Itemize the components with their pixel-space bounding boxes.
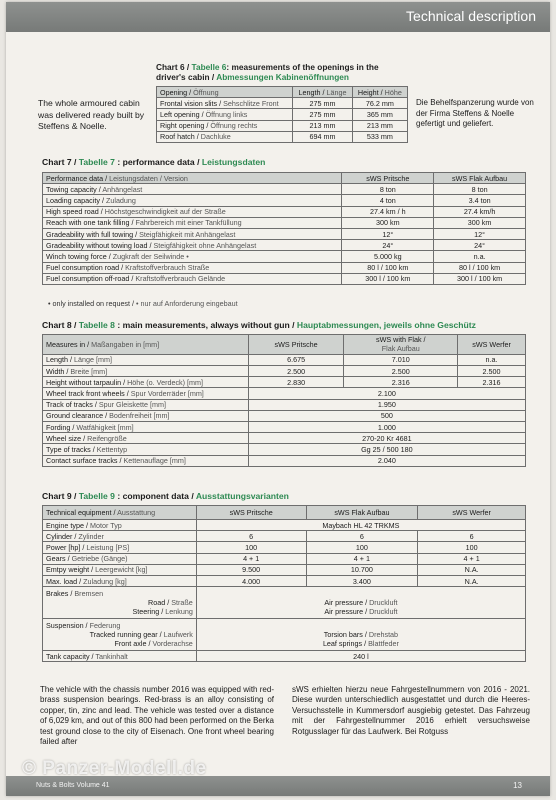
table-row <box>43 228 526 239</box>
row-label: Length / <box>46 355 72 365</box>
chart8-title-german-number: Tabelle 8 <box>78 320 115 330</box>
row-label: Wheel size / <box>46 433 86 443</box>
cell-all-versions: 1.000 <box>248 421 525 432</box>
chart8-title-number: Chart 8 / <box>42 320 77 330</box>
row-label-german: Zuladung [kg] <box>83 576 127 586</box>
row-label-german: Dachluke <box>200 132 231 142</box>
header-cell: Opening / <box>160 87 192 97</box>
cell-flak: 300 l / 100 km <box>434 273 526 284</box>
table-row <box>43 433 526 444</box>
row-label-german: Anhängelast <box>102 184 143 194</box>
cell-werfer: n.a. <box>458 354 526 365</box>
table-row <box>43 542 526 553</box>
cell-length: 275 mm <box>293 98 353 109</box>
table-row <box>43 399 526 410</box>
row-label: Power [hp] / <box>46 542 85 552</box>
sub-label: Tracked running gear / <box>89 629 162 639</box>
row-label-german: Länge [mm] <box>73 355 112 365</box>
cell-flak: n.a. <box>434 251 526 262</box>
row-label: Towing capacity / <box>46 184 101 194</box>
cell-value: Torsion bars / <box>323 629 367 639</box>
row-label-german: Spur Vorderräder [mm] <box>130 388 204 398</box>
header-cell-pritsche: sWS Pritsche <box>342 173 434 184</box>
chart7-title-number: Chart 7 / <box>42 157 77 167</box>
document-page <box>6 2 550 796</box>
cell-value-german: Druckluft <box>369 597 398 607</box>
row-label-german: Öffnung links <box>205 109 248 119</box>
row-label: Tank capacity / <box>46 651 94 661</box>
table-row <box>43 444 526 455</box>
header-cell-flak: sWS Flak Aufbau <box>306 506 418 520</box>
row-label-german: Reifengröße <box>87 433 127 443</box>
sub-label-german: Laufwerk <box>163 629 193 639</box>
row-label: Brakes / <box>46 588 73 598</box>
row-label: Fuel consumption off-road / <box>46 274 134 284</box>
row-label: Cylinder / <box>46 531 77 541</box>
cell-height: 213 mm <box>352 120 407 131</box>
cell-flak: 6 <box>306 531 418 542</box>
chart9-table <box>42 505 526 662</box>
chart7-title-english: : performance data / <box>117 157 200 167</box>
header-cell: Performance data / <box>46 173 108 183</box>
cell-height: 533 mm <box>352 131 407 142</box>
chart8-title <box>42 320 476 330</box>
header-band <box>6 2 550 32</box>
cell-flak: 10.700 <box>306 564 418 575</box>
intro-text-english: The whole armoured cabin was delivered ready built by Steffens & Noelle. <box>38 98 145 131</box>
sub-label: Road / <box>148 597 170 607</box>
row-label-german: Höhe (o. Verdeck) [mm] <box>127 377 204 387</box>
header-cell-german: Höhe <box>384 87 402 97</box>
cell-pritsche: 2.830 <box>248 377 344 388</box>
cell-werfer: N.A. <box>418 575 526 586</box>
footnote-english: • only installed on request / <box>48 299 135 308</box>
row-label: Width / <box>46 366 69 376</box>
cell-value-german: Druckluft <box>369 607 398 617</box>
cell-flak: 7.010 <box>344 354 458 365</box>
row-label: Frontal vision slits / <box>160 98 222 108</box>
cell-flak: 12° <box>434 228 526 239</box>
chart9-title <box>42 491 289 501</box>
chart7-footnote <box>48 299 238 308</box>
header-cell: Technical equipment / <box>46 508 116 517</box>
cell-pritsche: 9.500 <box>196 564 306 575</box>
chart7-title-german-number: Tabelle 7 <box>78 157 115 167</box>
cell-length: 275 mm <box>293 109 353 120</box>
row-label: Emtpy weight / <box>46 565 94 575</box>
cell-length: 694 mm <box>293 131 353 142</box>
cell-all-versions: Gg 25 / 500 180 <box>248 444 525 455</box>
chart7-title-german: Leistungsdaten <box>201 157 266 167</box>
row-label-german: Federung <box>89 620 121 630</box>
sub-label-german: Straße <box>171 597 193 607</box>
cell-flak: 3.400 <box>306 575 418 586</box>
row-label-german: Öffnung rechts <box>210 121 258 131</box>
header-cell-german: Länge <box>326 87 347 97</box>
header-cell: Measures in / <box>46 339 90 349</box>
table-row <box>43 651 526 662</box>
chart6-table <box>156 86 408 143</box>
row-label-german: Spur Gleiskette [mm] <box>98 400 166 410</box>
table-row <box>43 553 526 564</box>
header-cell-german: Maßangaben in [mm] <box>91 339 160 349</box>
row-label-german: Höchstgeschwindigkeit auf der Straße <box>104 207 226 217</box>
table-row <box>43 575 526 586</box>
footer-publication: Nuts & Bolts Volume 41 <box>36 782 110 789</box>
cell-pritsche: 300 l / 100 km <box>342 273 434 284</box>
row-label: Ground clearance / <box>46 411 108 421</box>
cell-height: 365 mm <box>352 109 407 120</box>
row-label-german: Kraftstoffverbrauch Gelände <box>135 274 226 284</box>
row-label-german: Breite [mm] <box>70 366 108 376</box>
cell-all-versions: Maybach HL 42 TRKMS <box>196 520 525 531</box>
chart6-title <box>156 62 408 82</box>
cell-all-versions: 500 <box>248 410 525 421</box>
header-cell-german: Ausstattung <box>117 508 156 517</box>
table-row <box>43 262 526 273</box>
chart8-title-german: Hauptabmessungen, jeweils ohne Geschütz <box>296 320 476 330</box>
page-title: Technical description <box>406 8 536 24</box>
cell-werfer: 4 + 1 <box>418 553 526 564</box>
chart8-title-english: : main measurements, always without gun / <box>117 320 295 330</box>
row-label-german: Leistung [PS] <box>86 542 130 552</box>
cell-flak: 8 ton <box>434 184 526 195</box>
cell-value: Air pressure / <box>324 597 368 607</box>
cell-werfer: 6 <box>418 531 526 542</box>
row-label: Loading capacity / <box>46 195 104 205</box>
cell-pritsche: 2.500 <box>248 366 344 377</box>
table-row <box>43 520 526 531</box>
table-row <box>43 531 526 542</box>
table-row <box>43 564 526 575</box>
intro-text-german: Die Behelfspanzerung wurde von der Firma Steffens & Noelle gefertigt und geliefert. <box>416 98 534 128</box>
row-label: Gradeability with full towing / <box>46 229 138 239</box>
row-label: Right opening / <box>160 121 209 131</box>
cell-werfer: 2.500 <box>458 366 526 377</box>
table-row <box>43 619 526 651</box>
header-cell: Height / <box>357 87 383 97</box>
table-row <box>43 377 526 388</box>
row-label-german: Steigfähigkeit ohne Anhängelast <box>153 240 257 250</box>
row-label-german: Kraftstoffverbrauch Straße <box>125 263 210 273</box>
cell-flak: 2.500 <box>344 366 458 377</box>
table-row <box>43 217 526 228</box>
row-label-german: Bremsen <box>74 588 104 598</box>
table-row <box>43 251 526 262</box>
row-label: Max. load / <box>46 576 82 586</box>
row-label: Track of tracks / <box>46 400 97 410</box>
table-row <box>43 410 526 421</box>
cell-value: Air pressure / <box>324 607 368 617</box>
row-label: Suspension / <box>46 620 88 630</box>
chart7-table <box>42 172 526 285</box>
sub-label: Front axle / <box>114 639 151 649</box>
row-label: Roof hatch / <box>160 132 199 142</box>
cell-pritsche: 27.4 km / h <box>342 206 434 217</box>
cell-pritsche: 6.675 <box>248 354 344 365</box>
cell-flak: 27.4 km/h <box>434 206 526 217</box>
table-row <box>43 388 526 399</box>
table-row <box>157 109 408 120</box>
table-row <box>157 120 408 131</box>
header-cell-flak-german: Flak Aufbau <box>381 344 420 354</box>
row-label-german: Kettenauflage [mm] <box>123 456 186 466</box>
row-label-german: Sehschlitze Front <box>223 98 279 108</box>
chart7-title <box>42 157 265 167</box>
row-label: Fording / <box>46 422 75 432</box>
row-label: Wheel track front wheels / <box>46 388 129 398</box>
body-text-english: The vehicle with the chassis number 2016 was equipped with red-brass suspension bearings. Red-brass is an alloy consisting of copper, tin, zinc and lead. The vehicle was tested over a distance of 6,029 km, and out of this 800 had been performed on the Berka test ground close to the city of Eisenach. One front wheel bearing failed after <box>40 685 274 747</box>
table-row <box>43 240 526 251</box>
chart6-title-english: : measurements of the openings in the driver's cabin / <box>156 62 379 82</box>
table-row <box>157 98 408 109</box>
row-label: Fuel consumption road / <box>46 263 124 273</box>
table-row <box>43 195 526 206</box>
cell-werfer: 2.316 <box>458 377 526 388</box>
cell-werfer: 100 <box>418 542 526 553</box>
cell-height: 76.2 mm <box>352 98 407 109</box>
cell-pritsche: 80 l / 100 km <box>342 262 434 273</box>
cell-pritsche: 24° <box>342 240 434 251</box>
cell-value-german: Blattfeder <box>368 639 399 649</box>
row-label-german: Zylinder <box>78 531 104 541</box>
sub-label: Steering / <box>132 607 164 617</box>
cell-flak: 300 km <box>434 217 526 228</box>
cell-pritsche: 4 + 1 <box>196 553 306 564</box>
cell-pritsche: 100 <box>196 542 306 553</box>
header-cell-flak: sWS Flak Aufbau <box>434 173 526 184</box>
row-label-german: Leergewicht [kg] <box>95 565 148 575</box>
header-cell-pritsche: sWS Pritsche <box>248 335 344 355</box>
cell-pritsche: 300 km <box>342 217 434 228</box>
cell-flak: 4 + 1 <box>306 553 418 564</box>
row-label: Contact surface tracks / <box>46 456 122 466</box>
table-row <box>43 587 526 619</box>
row-label: Winch towing force / <box>46 251 111 261</box>
row-label: Engine type / <box>46 520 88 530</box>
sub-label-german: Lenkung <box>165 607 193 617</box>
header-cell-german: Leistungsdaten / Version <box>109 173 188 183</box>
table-header-row <box>43 506 526 520</box>
cell-pritsche: 12° <box>342 228 434 239</box>
table-row <box>43 354 526 365</box>
chart6-title-number: Chart 6 / <box>156 62 190 72</box>
cell-length: 213 mm <box>293 120 353 131</box>
row-label-german: Tankinhalt <box>95 651 128 661</box>
header-cell-werfer: sWS Werfer <box>458 335 526 355</box>
footnote-german: • nur auf Anforderung eingebaut <box>136 299 238 308</box>
table-row <box>43 366 526 377</box>
chart9-title-german: Ausstattungsvarianten <box>195 491 289 501</box>
row-label-german: Zugkraft der Seilwinde • <box>112 251 189 261</box>
table-row <box>43 184 526 195</box>
cell-flak: 24° <box>434 240 526 251</box>
cell-flak: 100 <box>306 542 418 553</box>
table-header-row <box>157 87 408 98</box>
table-row <box>43 421 526 432</box>
cell-pritsche: 4 ton <box>342 195 434 206</box>
table-header-row <box>43 335 526 355</box>
table-row <box>43 206 526 217</box>
chart8-table <box>42 334 526 467</box>
row-label-german: Getriebe (Gänge) <box>71 554 128 564</box>
cell-all-versions: 270-20 Kr 4681 <box>248 433 525 444</box>
watermark: © Panzer-Modell.de <box>22 758 207 779</box>
cell-flak: 2.316 <box>344 377 458 388</box>
table-row <box>43 455 526 466</box>
chart9-title-number: Chart 9 / <box>42 491 77 501</box>
cell-pritsche: 8 ton <box>342 184 434 195</box>
row-label-german: Kettentyp <box>96 444 128 454</box>
header-cell-pritsche: sWS Pritsche <box>196 506 306 520</box>
chart6-title-german-number: Tabelle 6 <box>191 62 227 72</box>
table-row <box>157 131 408 142</box>
row-label-german: Bodenfreiheit [mm] <box>109 411 170 421</box>
cell-pritsche: 5.000 kg <box>342 251 434 262</box>
cell-flak: 3.4 ton <box>434 195 526 206</box>
page-number: 13 <box>513 781 522 790</box>
row-label-german: Steigfähigkeit mit Anhängelast <box>139 229 236 239</box>
header-cell-flak: sWS with Flak / <box>376 335 426 344</box>
chart6-title-german: Abmessungen Kabinenöffnungen <box>216 72 349 82</box>
header-cell-german: Öffnung <box>193 87 219 97</box>
cell-all-versions: 1.950 <box>248 399 525 410</box>
cell-flak: 80 l / 100 km <box>434 262 526 273</box>
cell-value-german: Drehstab <box>368 629 399 639</box>
table-row <box>43 273 526 284</box>
sub-label-german: Vorderachse <box>152 639 193 649</box>
header-cell-werfer: sWS Werfer <box>418 506 526 520</box>
header-cell: Length / <box>298 87 325 97</box>
table-header-row <box>43 173 526 184</box>
cell-all-versions: 2.040 <box>248 455 525 466</box>
row-label: Left opening / <box>160 109 204 119</box>
row-label-german: Motor Typ <box>89 520 122 530</box>
row-label-german: Watfähigkeit [mm] <box>76 422 134 432</box>
row-label: Height without tarpaulin / <box>46 377 126 387</box>
cell-pritsche: 6 <box>196 531 306 542</box>
cell-all-versions: 2.100 <box>248 388 525 399</box>
row-label: High speed road / <box>46 207 103 217</box>
cell-pritsche: 4.000 <box>196 575 306 586</box>
cell-value: Leaf springs / <box>322 639 367 649</box>
body-text-german: sWS erhielten hierzu neue Fahrgestellnummern von 2016 - 2021. Diese wurden unterschiedlich ausgestattet und durch die Heeres-Versuchsstelle in Kummersdorf ausgiebig getestet. Das Fahrzeug mit der Fahrgestellnummer 2016 erhielt versuchsweise Rotgusslager für das Laufwerk. Bei Rotguss <box>292 685 530 736</box>
row-label-german: Zuladung <box>105 195 136 205</box>
cell-werfer: N.A. <box>418 564 526 575</box>
row-label: Type of tracks / <box>46 444 95 454</box>
row-label-german: Fahrbereich mit einer Tankfüllung <box>135 218 242 228</box>
row-label: Reach with one tank filling / <box>46 218 134 228</box>
row-label: Gears / <box>46 554 70 564</box>
row-label: Gradeability without towing load / <box>46 240 152 250</box>
cell-all-versions: 240 l <box>196 651 525 662</box>
chart9-title-german-number: Tabelle 9 <box>78 491 115 501</box>
chart9-title-english: : component data / <box>117 491 194 501</box>
